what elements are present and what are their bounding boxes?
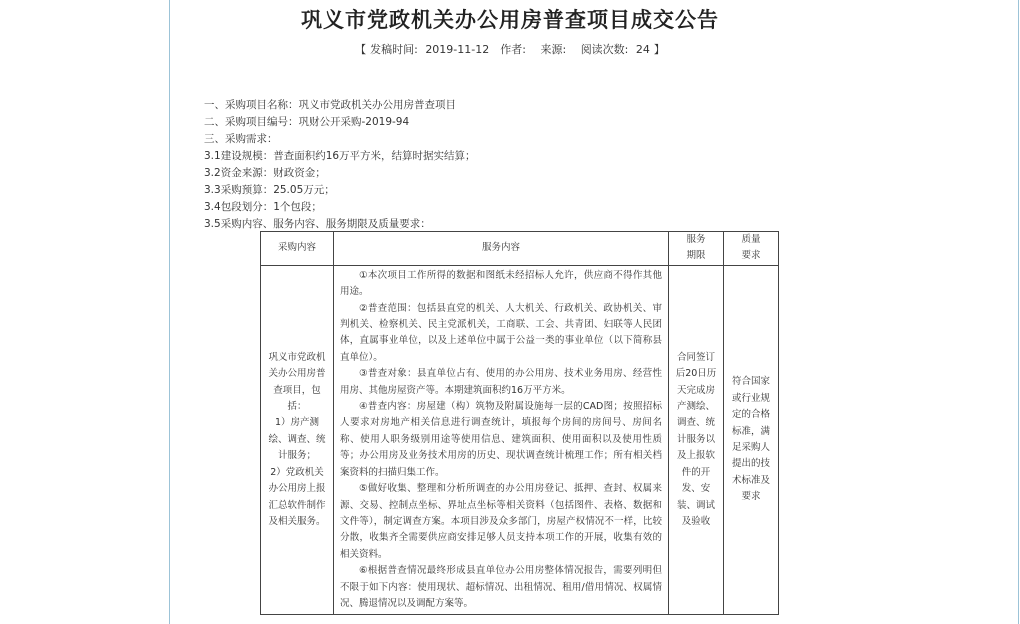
- item-line: 2）党政机关: [270, 466, 324, 478]
- cell-period: [669, 265, 724, 615]
- service-paragraph: ③普查对象：县直单位占有、使用的办公用房、技术业务用房、经营性用房、其他房屋资产等。本期建筑面积约16万平方米。: [340, 368, 662, 396]
- period-line: 后20日历: [675, 368, 717, 380]
- header-period: [669, 232, 724, 266]
- meta-open-bracket: 【: [355, 43, 367, 56]
- meta-views-label: 阅读次数:: [580, 43, 629, 56]
- quality-line: 要求: [741, 491, 761, 503]
- period-line: 发、安: [681, 483, 711, 495]
- page-title: 巩义市党政机关办公用房普查项目成交公告: [301, 8, 719, 32]
- period-line: 计服务以: [676, 433, 715, 445]
- table-header-row: [261, 232, 779, 266]
- item-line: 查项目，包: [273, 384, 321, 396]
- quality-line: 提出的技: [731, 458, 770, 470]
- service-paragraph: ②普查范围：包括县直党的机关、人大机关、行政机关、政协机关、审判机关、检察机关、民主党派机关，工商联、工会、共青团、妇联等人民团体，直属事业单位，以及上述单位中属于公益一类的事业单位（以下简称县直单位）。: [340, 302, 662, 363]
- quality-line: 定的合格: [731, 409, 770, 421]
- item-line: 办公用房上报: [268, 483, 326, 495]
- quality-line: 标准，满: [731, 425, 770, 437]
- period-line: 件的开: [681, 466, 711, 478]
- quality-line: 术标准及: [731, 474, 770, 486]
- meta-views-count: 24: [635, 43, 650, 56]
- period-line: 及验收: [681, 515, 711, 527]
- meta-author-label: 作者:: [500, 43, 526, 56]
- service-paragraph: ⑤做好收集、整理和分析所调查的办公用房登记、抵押、查封、权属来源、交易、控制点坐标、界址点坐标等相关资料（包括图件、表格、数据和文件等），制定调查方案。本项目涉及众多部门，房屋产权情况不一样，比较分散，收集齐全需要供应商安排足够人员支持本项工作的开展，收集有效的相关资料。: [340, 483, 662, 560]
- quality-line: 或行业规: [731, 392, 770, 404]
- body-line: 一、采购项目名称：巩义市党政机关办公用房普查项目: [204, 99, 456, 111]
- header-quality: [724, 232, 779, 266]
- header-item: 采购内容: [261, 232, 334, 266]
- item-line: 括：: [287, 401, 307, 413]
- service-paragraph: ⑥根据普查情况最终形成县直单位办公用房整体情况报告，需要列明但不限于如下内容：使用现状、超标情况、出租情况、租用/借用情况、权属情况、腾退情况以及调配方案等。: [340, 565, 662, 609]
- service-paragraph: ④普查内容：房屋建（构）筑物及附属设施每一层的CAD图；按照招标人要求对房地产相关信息进行调查统计，填报每个房间的房间号、房间名称、使用人职务级别用途等使用信息、建筑面积、使用面积以及使用性质等；办公用房及业务技术用房的历史、现状调查统计梳理工作；所有相关档案资料的扫描归集工作。: [340, 401, 662, 478]
- body-line: 3.4包段划分：1个包段；: [204, 201, 322, 213]
- header-period-line: 服务: [686, 234, 706, 245]
- meta-date: 2019-11-12: [425, 43, 490, 56]
- body-line: 3.2资金来源：财政资金；: [204, 167, 326, 179]
- item-line: 及相关服务。: [268, 515, 326, 527]
- quality-line: 足采购人: [731, 442, 770, 454]
- item-line: 绘、调查、统: [268, 433, 326, 445]
- meta-close-bracket: 】: [653, 43, 665, 56]
- item-line: 巩义市党政机: [268, 351, 326, 363]
- item-line: 关办公用房普: [268, 368, 326, 380]
- body-line: 3.3采购预算：25.05万元；: [204, 184, 335, 196]
- period-line: 调查、统: [676, 417, 715, 429]
- period-line: 及上报软: [676, 450, 715, 462]
- table-row: [261, 265, 779, 615]
- body-line: 三、采购需求：: [204, 133, 278, 145]
- procurement-table: [260, 231, 779, 615]
- service-paragraph: ①本次项目工作所得的数据和图纸未经招标人允许，供应商不得作其他用途。: [340, 269, 662, 298]
- item-line: 计服务；: [277, 450, 316, 462]
- header-quality-line: 质量: [741, 234, 761, 245]
- period-line: 合同签订: [676, 351, 715, 363]
- period-line: 天完成房: [676, 384, 715, 396]
- item-line: 汇总软件制作: [268, 499, 326, 511]
- item-line: 1）房产测: [274, 417, 320, 429]
- cell-service: [334, 265, 669, 615]
- meta-date-label: 发稿时间:: [370, 43, 418, 56]
- header-service: 服务内容: [334, 232, 669, 266]
- period-line: 产测绘、: [676, 401, 715, 413]
- header-quality-line: 要求: [741, 250, 761, 262]
- cell-quality: [724, 265, 779, 615]
- article-meta: [0, 41, 1020, 57]
- body-line: 3.5采购内容、服务内容、服务期限及质量要求：: [204, 218, 431, 230]
- article-body: [204, 97, 804, 233]
- header-period-line: 期限: [686, 250, 706, 262]
- body-line: 二、采购项目编号：巩财公开采购-2019-94: [204, 116, 410, 128]
- quality-line: 符合国家: [731, 376, 770, 388]
- period-line: 装、调试: [676, 499, 715, 511]
- meta-source-label: 来源:: [540, 43, 567, 56]
- cell-item: [261, 265, 334, 615]
- body-line: 3.1建设规模：普查面积约16万平方米，结算时据实结算；: [204, 150, 476, 162]
